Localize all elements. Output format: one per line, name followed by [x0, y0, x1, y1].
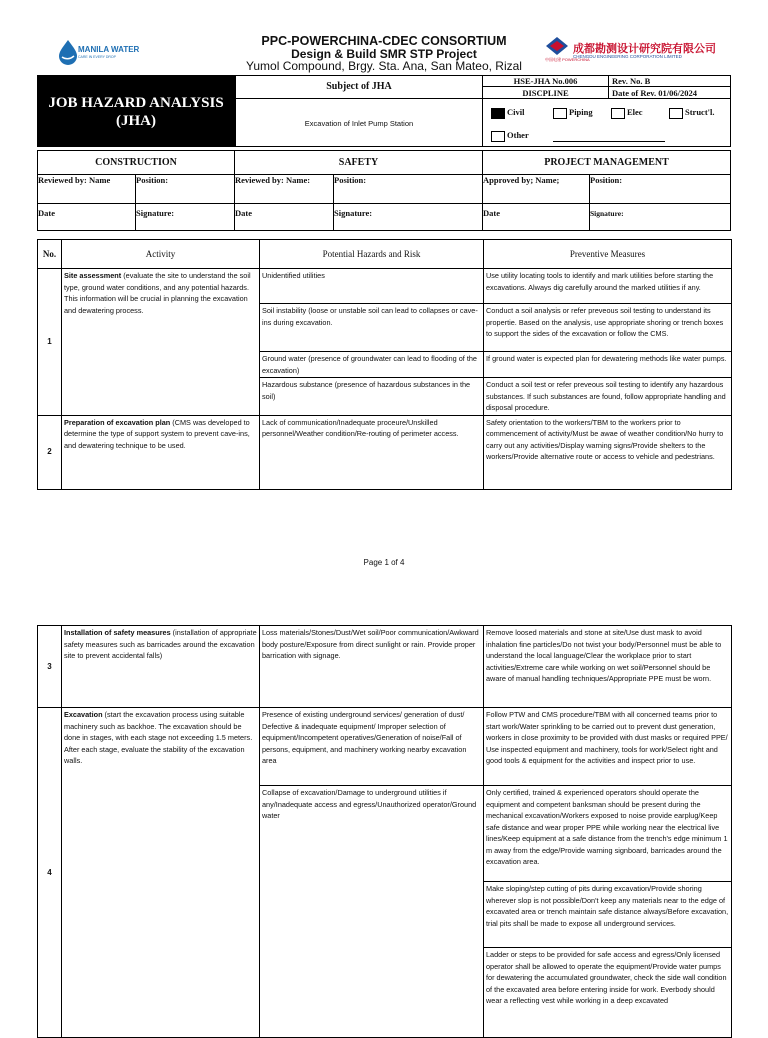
hazard-cell: Loss materials/Stones/Dust/Wet soil/Poor communication/Awkward body posture/Exposure from direct sunlight or rain. Provide proper barrication with signage.	[260, 626, 484, 708]
hazard-cell: Ground water (presence of groundwater can lead to flooding of the excavation)	[260, 352, 484, 378]
measure-cell: Make sloping/step cutting of pits during excavation/Provide shoring wherever slop is not possible/Don't keep any materials near to the edge of excavated area or trench maintain safe distance always/Before excavation, trial pits shall be made to expose all underground services.	[484, 882, 732, 948]
jha-title-box	[37, 75, 235, 147]
other-specify-line[interactable]	[553, 141, 665, 142]
hazard-cell: Unidentified utilities	[260, 269, 484, 304]
construction-reviewer-position[interactable]: Position:	[135, 174, 235, 204]
construction-header: CONSTRUCTION	[37, 150, 235, 175]
row-number: 4	[38, 708, 62, 1038]
doc-number: HSE-JHA No.006	[482, 75, 609, 87]
jha-table-page1	[37, 239, 732, 490]
discipline-elec[interactable]: Elec	[611, 107, 643, 119]
measure-cell: Use utility locating tools to identify and mark utilities before starting the excavations. Always dig carefully around the marked utilities if any.	[484, 269, 732, 304]
checkbox-other[interactable]	[491, 131, 505, 142]
table-row	[38, 626, 732, 708]
consortium-name: PPC-POWERCHINA-CDEC CONSORTIUM	[261, 34, 507, 48]
jha-table-page2	[37, 625, 732, 1038]
col-header-hazards: Potential Hazards and Risk	[260, 240, 484, 269]
row-number: 3	[38, 626, 62, 708]
activity-description: (CMS was developed to determine the type of support system to prevent cave-ins, and dewatering technique to be used.	[64, 417, 250, 450]
construction-signature[interactable]: Signature:	[135, 203, 235, 231]
checkbox-elec[interactable]	[611, 108, 625, 119]
activity-cell	[62, 415, 260, 489]
pm-approver-name[interactable]: Approved by; Name;	[482, 174, 590, 204]
measure-cell: Conduct a soil test or refer preveous soil testing to identify any hazardous substances. If such substances are found, follow appropriate handling and disposal procedure.	[484, 378, 732, 416]
measure-cell: Remove loosed materials and stone at site/Use dust mask to avoid inhalation fine particles/Do not twist your body/Personnel must be able to understand the local language/Clear the workplace prior to start activities/Extreme care while working on wet soil/Personnel should be aware of manual handling techniques/Appropriate PPE must be worn.	[484, 626, 732, 708]
discipline-structural[interactable]: Struct'l.	[669, 107, 715, 119]
project-address: Yumol Compound, Brgy. Sta. Ana, San Mateo, Rizal	[246, 59, 522, 73]
manila-water-tagline: CARE IN EVERY DROP	[78, 55, 116, 59]
measure-cell: Only certified, trained & experienced operators should operate the equipment and competent banksman should be present during the mechanical excavation/Workers exposed to noise provide earplug/Keep safe distance and wear proper PPE while working near the electrical live lines/Keep equipment at a safe distance from the trench's edge minimum 1 m away from the edge/Provide warning signboard, barricades around the excavation area.	[484, 786, 732, 882]
construction-date[interactable]: Date	[37, 203, 136, 231]
col-header-activity: Activity	[62, 240, 260, 269]
discipline-options	[482, 98, 731, 147]
row-number: 1	[38, 269, 62, 416]
safety-signature[interactable]: Signature:	[333, 203, 483, 231]
discipline-other[interactable]: Other	[491, 130, 529, 142]
checkbox-civil[interactable]	[491, 108, 505, 119]
hazard-cell: Hazardous substance (presence of hazardous substances in the soil)	[260, 378, 484, 416]
measure-cell: Conduct a soil analysis or refer preveous soil testing to understand its propertie. Based on the analysis, use appropriate shoring or trench boxes to support the sides of the excavation or follow the CMS.	[484, 304, 732, 352]
jha-title-line2: (JHA)	[116, 113, 156, 129]
project-name: Design & Build SMR STP Project	[291, 47, 477, 61]
activity-cell	[62, 626, 260, 708]
powerchina-small-label: 中国电建 POWERCHINA	[545, 57, 590, 62]
jha-title-line1: JOB HAZARD ANALYSIS	[48, 95, 224, 111]
activity-title: Installation of safety measures	[64, 628, 171, 637]
safety-date[interactable]: Date	[234, 203, 334, 231]
pm-approver-position[interactable]: Position:	[589, 174, 731, 204]
discipline-civil[interactable]: Civil	[491, 107, 524, 119]
measure-cell: If ground water is expected plan for dewatering methods like water pumps.	[484, 352, 732, 378]
powerchina-emblem-icon	[545, 36, 569, 56]
construction-reviewer-name[interactable]: Reviewed by: Name	[37, 174, 136, 204]
safety-reviewer-name[interactable]: Reviewed by: Name:	[234, 174, 334, 204]
pm-signature[interactable]: Signature:	[589, 203, 731, 231]
table-header-row	[38, 240, 732, 269]
subject-value: Excavation of Inlet Pump Station	[235, 98, 483, 147]
form-header	[37, 75, 731, 231]
discipline-piping[interactable]: Piping	[553, 107, 593, 119]
revision-number: Rev. No. B	[608, 75, 731, 87]
hazard-cell: Lack of communication/Inadequate proceure/Unskilled personnel/Weather condition/Re-routing of perimeter access.	[260, 415, 484, 489]
subject-label: Subject of JHA	[235, 75, 483, 99]
checkbox-piping[interactable]	[553, 108, 567, 119]
safety-header: SAFETY	[234, 150, 483, 175]
chengdu-cn-name: 成都勘测设计研究院有限公司	[573, 43, 716, 55]
date-of-revision: Date of Rev. 01/06/2024	[608, 86, 731, 99]
activity-title: Excavation	[64, 710, 103, 719]
table-row	[38, 269, 732, 304]
activity-title: Preparation of excavation plan	[64, 417, 171, 427]
safety-reviewer-position[interactable]: Position:	[333, 174, 483, 204]
discipline-label: DISCPLINE	[482, 86, 609, 99]
activity-description: (installation of appropriate safety measures such as barricades around the excavation site to prevent accidental falls)	[64, 628, 257, 660]
hazard-cell: Presence of existing underground services/ generation of dust/ Defective & inadequate equipment/ Improper selection of equipment/Incompetent operatives/Generation of noise/Fall of persons, equipment, and machinery working nearby excavation area	[260, 708, 484, 786]
row-number: 2	[38, 415, 62, 489]
activity-cell	[62, 269, 260, 416]
col-header-no: No.	[38, 240, 62, 269]
activity-description: (start the excavation process using suitable machinery such as backhoe. The excavation should be done in stages, with each stage not exceeding 1.5 meters. After each stage, evaluate the stability of the excavation walls.	[64, 710, 253, 765]
project-management-header: PROJECT MANAGEMENT	[482, 150, 731, 175]
pm-date[interactable]: Date	[482, 203, 590, 231]
hazard-cell: Soil instability (loose or unstable soil can lead to collapses or cave-ins during excavation.	[260, 304, 484, 352]
measure-cell: Ladder or steps to be provided for safe access and egress/Only licensed operator shall be allowed to operate the equipment/Provide water pumps for dewatering the accumulated groundwater, check the side wall condition of the excavated area before entering inside for work. Everbody should wear a reflecting vest while working in a deep excavated	[484, 948, 732, 1038]
activity-cell	[62, 708, 260, 1038]
measure-cell: Follow PTW and CMS procedure/TBM with all concerned teams prior to start work/Water sprinkling to be carried out to prevent dust generation, workers in close proximity to be provided with dust masks or required PPE/ Use inspected equipment and machinery, tools for work/Select right and good tools & equipment for the activities and inspect prior to use.	[484, 708, 732, 786]
table-row	[38, 708, 732, 786]
manila-water-wordmark: MANILA WATER	[78, 45, 140, 54]
measure-cell: Safety orientation to the workers/TBM to the workers prior to commencement of activity/Must be awae of weather condition/No hurry to carry out any activities/Display warning signs/Provide shelters to the workers/Provide alternative route or access to vehicle and pedestrians.	[484, 415, 732, 489]
checkbox-structural[interactable]	[669, 108, 683, 119]
chengdu-engineering-logo	[545, 36, 721, 68]
activity-title: Site assessment	[64, 271, 122, 280]
hazard-cell: Collapse of excavation/Damage to underground utilities if any/Inadequate access and egress/Unauthorized operator/Ground water	[260, 786, 484, 1038]
chengdu-en-name: CHENGDU ENGINEERING CORPORATION LIMITED	[573, 54, 682, 59]
col-header-measures: Preventive Measures	[484, 240, 732, 269]
table-row	[38, 415, 732, 489]
page-number: Page 1 of 4	[363, 558, 405, 567]
activity-description: (evaluate the site to understand the soil type, ground water conditions, and any potential hazards. This information will be crucial in planning the excavation and dewatering process.	[64, 271, 251, 315]
